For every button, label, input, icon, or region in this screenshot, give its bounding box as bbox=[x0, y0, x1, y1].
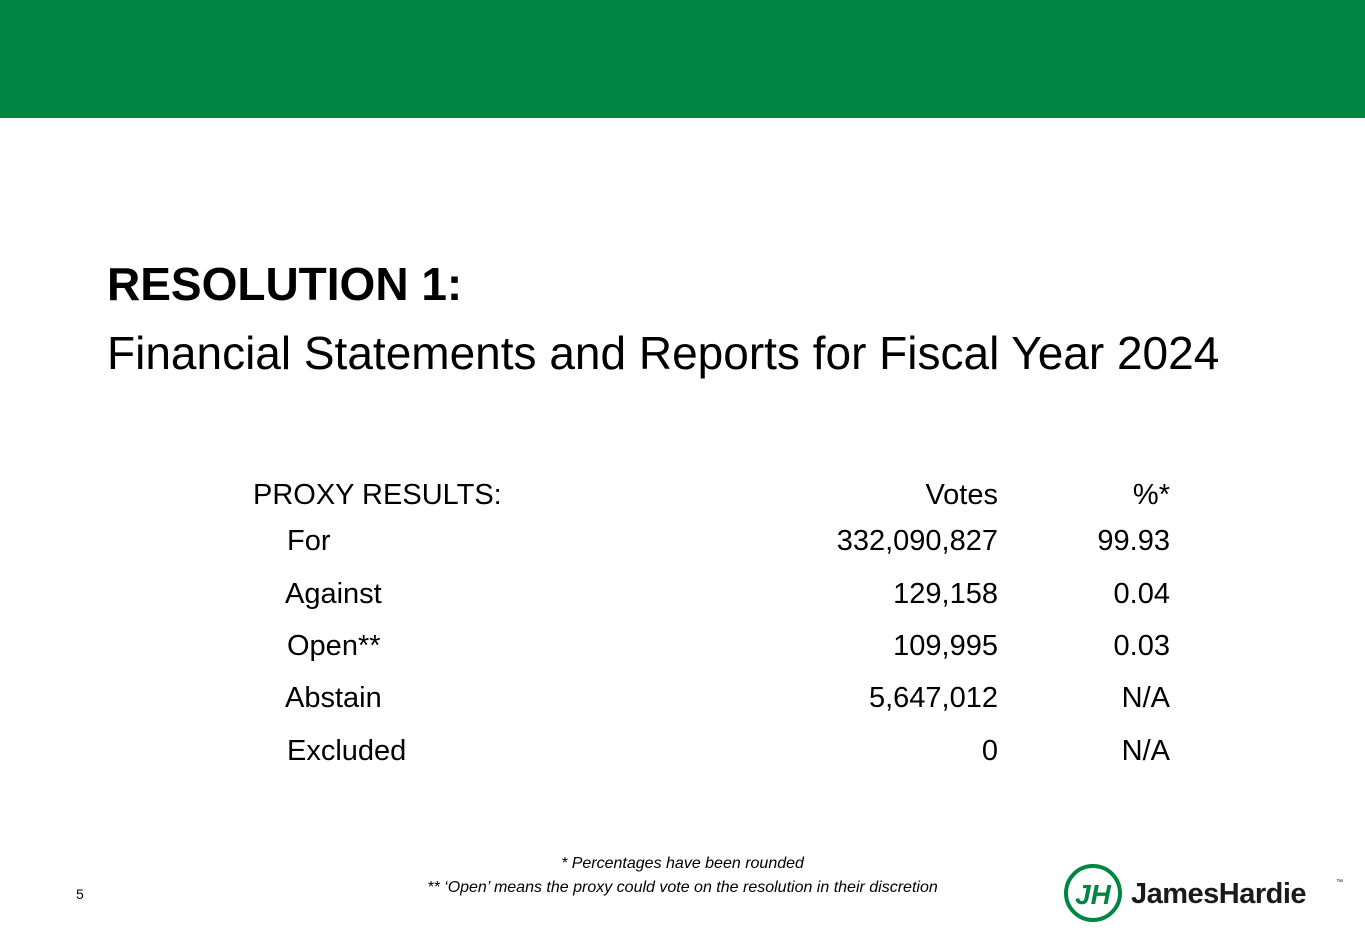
row-label-excluded: Excluded bbox=[287, 735, 407, 767]
row-votes-against: 129,158 bbox=[893, 578, 998, 610]
percent-column-header: %* bbox=[1132, 479, 1170, 511]
row-percent-for: 99.93 bbox=[1097, 525, 1170, 557]
row-label-open: Open** bbox=[287, 630, 381, 662]
logo-trademark: ™ bbox=[1336, 879, 1343, 886]
logo-wordmark: JamesHardie bbox=[1131, 878, 1307, 910]
logo-monogram: JH bbox=[1075, 879, 1111, 910]
header-band bbox=[0, 0, 1365, 118]
row-percent-abstain: N/A bbox=[1121, 682, 1170, 714]
james-hardie-logo bbox=[1062, 862, 1347, 924]
row-votes-open: 109,995 bbox=[893, 630, 998, 662]
row-percent-open: 0.03 bbox=[1113, 630, 1170, 662]
resolution-subtitle: Financial Statements and Reports for Fiscal Year 2024 bbox=[107, 327, 1220, 379]
row-percent-excluded: N/A bbox=[1121, 735, 1170, 767]
row-votes-abstain: 5,647,012 bbox=[868, 682, 998, 714]
row-percent-against: 0.04 bbox=[1113, 578, 1170, 610]
row-label-abstain: Abstain bbox=[285, 682, 382, 714]
votes-column-header: Votes bbox=[925, 479, 998, 511]
footnote-rounding: * Percentages have been rounded bbox=[561, 855, 804, 872]
row-label-against: Against bbox=[285, 578, 382, 610]
footnote-open-definition: ** ‘Open’ means the proxy could vote on the resolution in their discretion bbox=[427, 879, 938, 896]
page-number: 5 bbox=[76, 886, 84, 902]
row-votes-excluded: 0 bbox=[981, 735, 998, 767]
row-label-for: For bbox=[287, 525, 331, 557]
proxy-results-header: PROXY RESULTS: bbox=[253, 479, 502, 511]
row-votes-for: 332,090,827 bbox=[836, 525, 998, 557]
resolution-title: RESOLUTION 1: bbox=[107, 258, 463, 310]
